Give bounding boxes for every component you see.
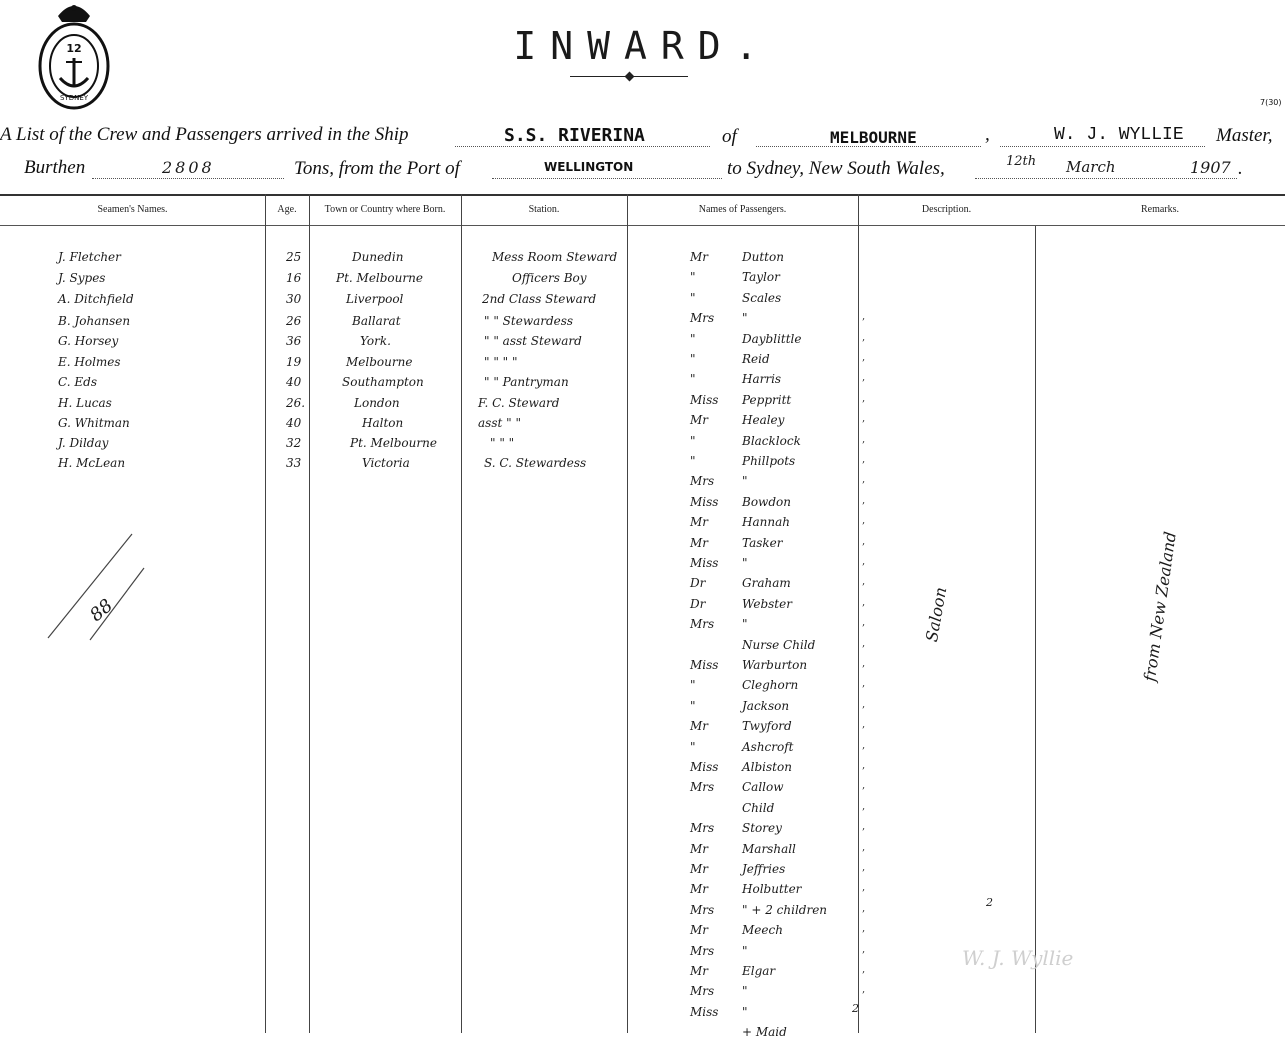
crew-age: 16	[286, 271, 302, 285]
port-of-registry: MELBOURNE	[830, 128, 917, 147]
burthen-value: 2808	[162, 158, 215, 177]
description-tick: ,	[862, 964, 866, 975]
description-tick: ,	[862, 434, 866, 445]
description-tick: ,	[862, 474, 866, 485]
description-tick: ,	[862, 658, 866, 669]
col-head-station: Station.	[528, 204, 560, 215]
crew-age: 19	[286, 355, 302, 369]
crew-age: 40	[286, 416, 302, 430]
passenger-name: + Maid	[742, 1025, 787, 1039]
passenger-name: Warburton	[742, 658, 808, 672]
burthen-label: Burthen	[24, 157, 86, 178]
passenger-title: Mr	[690, 250, 709, 264]
description-tick: ,	[862, 719, 866, 730]
passenger-title: "	[690, 434, 696, 448]
passenger-name: "	[742, 617, 748, 631]
description-tick: ,	[862, 311, 866, 322]
passenger-name: Healey	[742, 413, 785, 427]
passenger-title: "	[690, 678, 696, 692]
crew-age: 36	[286, 334, 302, 348]
description-tick: ,	[862, 780, 866, 791]
description-tick: ,	[862, 903, 866, 914]
passenger-title: Mr	[690, 842, 709, 856]
description-tick: ,	[862, 760, 866, 771]
description-tick: ,	[862, 352, 866, 363]
crew-station: " " Stewardess	[484, 314, 574, 328]
description-tick: ,	[862, 801, 866, 812]
crew-name: H. Lucas	[58, 396, 112, 410]
crew-station: " " "	[490, 436, 515, 450]
description-saloon: Saloon	[922, 585, 951, 644]
passenger-name: Cleghorn	[742, 678, 799, 692]
passenger-title: Mr	[690, 719, 709, 733]
crew-born: Halton	[362, 416, 404, 430]
line1-prefix: A List of the Crew and Passengers arrived in the Ship	[0, 124, 409, 145]
ship-name: S.S. RIVERINA	[504, 125, 645, 146]
from-port: WELLINGTON	[544, 160, 634, 174]
passenger-name: Bowdon	[742, 495, 791, 509]
passenger-title: "	[690, 740, 696, 754]
comma: ,	[985, 124, 990, 145]
passenger-name: "	[742, 474, 748, 488]
passenger-name: Marshall	[742, 842, 796, 856]
description-tick: ,	[862, 638, 866, 649]
crew-born: Pt. Melbourne	[336, 271, 423, 285]
crew-name: C. Eds	[58, 375, 97, 389]
description-tick: ,	[862, 454, 866, 465]
crew-name: J. Fletcher	[58, 250, 121, 264]
crew-station: Officers Boy	[512, 271, 587, 285]
passenger-name: Jeffries	[742, 862, 786, 876]
description-tick: ,	[862, 556, 866, 567]
passenger-title: Mr	[690, 964, 709, 978]
passenger-name: Callow	[742, 780, 784, 794]
passenger-name: Ashcroft	[742, 740, 794, 754]
crew-name: E. Holmes	[58, 355, 121, 369]
passenger-title: Mrs	[690, 944, 715, 958]
passenger-title: Mr	[690, 536, 709, 550]
passenger-name: Harris	[742, 372, 782, 386]
passenger-title: Mr	[690, 923, 709, 937]
description-tick: ,	[862, 862, 866, 873]
description-tick: ,	[862, 842, 866, 853]
description-tick: ,	[862, 984, 866, 995]
year: 1907	[1190, 158, 1231, 177]
passenger-title: Mrs	[690, 984, 715, 998]
passenger-name: Tasker	[742, 536, 783, 550]
passenger-name: Taylor	[742, 270, 780, 284]
crew-name: J. Dilday	[58, 436, 109, 450]
month: March	[1066, 158, 1116, 176]
passenger-title: "	[690, 372, 696, 386]
title-ornament	[625, 72, 635, 82]
passenger-name: Blacklock	[742, 434, 801, 448]
crew-born: Dunedin	[352, 250, 404, 264]
remarks-from-nz: from New Zealand	[1140, 530, 1180, 683]
description-tick: ,	[862, 617, 866, 628]
description-count: 2	[986, 896, 993, 909]
col-head-passengers: Names of Passengers.	[698, 204, 787, 215]
of-label: of	[722, 126, 737, 147]
crew-born: Melbourne	[346, 355, 413, 369]
crew-age: 25	[286, 250, 302, 264]
crew-station: F. C. Steward	[478, 396, 560, 410]
line2-end: .	[1238, 158, 1243, 179]
crew-name: H. McLean	[58, 456, 126, 470]
margin-note: 88	[85, 595, 117, 626]
passenger-title: Dr	[690, 597, 706, 611]
description-tick: ,	[862, 495, 866, 506]
passenger-title: "	[690, 332, 696, 346]
passenger-name: Holbutter	[742, 882, 802, 896]
passenger-name: Elgar	[742, 964, 776, 978]
passenger-title: "	[690, 454, 696, 468]
crew-station: 2nd Class Steward	[482, 292, 597, 306]
crew-station: " " asst Steward	[484, 334, 582, 348]
description-tick: ,	[862, 515, 866, 526]
description-tick: ,	[862, 944, 866, 955]
description-tick: ,	[862, 332, 866, 343]
passenger-title: Mr	[690, 882, 709, 896]
passenger-title: Mr	[690, 862, 709, 876]
description-tick: ,	[862, 536, 866, 547]
crew-station: asst " "	[478, 416, 521, 430]
description-tick: ,	[862, 413, 866, 424]
description-tick: ,	[862, 882, 866, 893]
description-tick: ,	[862, 576, 866, 587]
description-tick: ,	[862, 393, 866, 404]
crew-born: York.	[360, 334, 391, 348]
col-head-description: Description.	[921, 204, 972, 215]
passenger-name: Graham	[742, 576, 791, 590]
crew-age: 26.	[286, 396, 306, 410]
crew-name: J. Sypes	[58, 271, 106, 285]
passenger-name: Scales	[742, 291, 782, 305]
passenger-title: "	[690, 352, 696, 366]
col-divider	[265, 194, 266, 1033]
passenger-name: Peppritt	[742, 393, 792, 407]
description-tick: ,	[862, 740, 866, 751]
passenger-name: Hannah	[742, 515, 790, 529]
svg-text:12: 12	[66, 42, 82, 55]
col-divider	[309, 194, 310, 1033]
passenger-title: "	[690, 699, 696, 713]
crew-age: 33	[286, 456, 302, 470]
col-divider	[1035, 226, 1036, 1033]
crew-name: A. Ditchfield	[58, 292, 134, 306]
passenger-name: Jackson	[742, 699, 790, 713]
col-head-age: Age.	[277, 204, 297, 215]
passenger-name: Webster	[742, 597, 792, 611]
crew-name: G. Whitman	[58, 416, 130, 430]
col-head-born: Town or Country where Born.	[324, 204, 446, 215]
passenger-title: Mr	[690, 413, 709, 427]
passenger-name: Child	[742, 801, 775, 815]
master-stamp: W. J. Wyllie	[962, 946, 1074, 970]
col-divider	[461, 194, 462, 1033]
passenger-title: Mrs	[690, 903, 715, 917]
page-title: INWARD.	[513, 24, 772, 68]
passenger-title: Miss	[690, 760, 719, 774]
passenger-name: Dayblittle	[742, 332, 802, 346]
crew-age: 32	[286, 436, 302, 450]
crew-age: 40	[286, 375, 302, 389]
passenger-name: Albiston	[742, 760, 792, 774]
passenger-title: "	[690, 270, 696, 284]
table-top-rule	[0, 194, 1285, 196]
description-tick: ,	[862, 821, 866, 832]
passenger-title: Mrs	[690, 474, 715, 488]
passenger-name: " + 2 children	[742, 903, 828, 917]
crew-born: Victoria	[362, 456, 410, 470]
passenger-title: Mrs	[690, 311, 715, 325]
crew-station: " " Pantryman	[484, 375, 569, 389]
passenger-name: "	[742, 311, 748, 325]
passenger-title: Miss	[690, 495, 719, 509]
description-tick: ,	[862, 678, 866, 689]
passenger-title: Miss	[690, 393, 719, 407]
day: 12th	[1006, 154, 1037, 169]
crew-station: S. C. Stewardess	[484, 456, 587, 470]
crew-name: G. Horsey	[58, 334, 119, 348]
description-count: 2	[852, 1002, 859, 1015]
table-header-rule	[0, 225, 1285, 226]
form-code: 7(30)	[1260, 98, 1282, 107]
passenger-title: Miss	[690, 658, 719, 672]
passenger-name: Nurse Child	[742, 638, 816, 652]
crew-name: B. Johansen	[58, 314, 131, 328]
col-head-remarks: Remarks.	[1140, 204, 1180, 215]
crew-age: 30	[286, 292, 302, 306]
col-divider	[627, 194, 628, 1033]
description-tick: ,	[862, 372, 866, 383]
crew-born: Liverpool	[346, 292, 404, 306]
passenger-name: Storey	[742, 821, 782, 835]
description-tick: ,	[862, 923, 866, 934]
passenger-name: Phillpots	[742, 454, 796, 468]
passenger-title: Mrs	[690, 617, 715, 631]
description-tick: ,	[862, 699, 866, 710]
passenger-title: Dr	[690, 576, 706, 590]
tons-label: Tons, from the Port of	[294, 158, 460, 179]
passenger-name: "	[742, 984, 748, 998]
passenger-name: Meech	[742, 923, 783, 937]
crew-station: Mess Room Steward	[492, 250, 618, 264]
passenger-name: Twyford	[742, 719, 792, 733]
passenger-title: "	[690, 291, 696, 305]
passenger-name: Dutton	[742, 250, 784, 264]
to-label: to Sydney, New South Wales,	[727, 158, 945, 179]
passenger-title: Miss	[690, 1005, 719, 1019]
passenger-name: "	[742, 944, 748, 958]
description-tick: ,	[862, 597, 866, 608]
crew-born: Pt. Melbourne	[350, 436, 437, 450]
passenger-title: Miss	[690, 556, 719, 570]
passenger-title: Mrs	[690, 821, 715, 835]
passenger-name: "	[742, 1005, 748, 1019]
crew-born: London	[354, 396, 400, 410]
passenger-title: Mrs	[690, 780, 715, 794]
margin-strike	[40, 528, 150, 648]
passenger-title: Mr	[690, 515, 709, 529]
master-name: W. J. WYLLIE	[1054, 125, 1184, 145]
col-divider	[858, 194, 859, 1033]
crew-born: Ballarat	[352, 314, 401, 328]
svg-text:SYDNEY: SYDNEY	[59, 94, 89, 102]
col-head-seamen: Seamen's Names.	[97, 204, 168, 215]
master-label: Master,	[1216, 125, 1273, 146]
passenger-name: Reid	[742, 352, 770, 366]
crew-station: " " " "	[484, 355, 518, 369]
crew-born: Southampton	[342, 375, 424, 389]
crew-age: 26	[286, 314, 302, 328]
passenger-name: "	[742, 556, 748, 570]
